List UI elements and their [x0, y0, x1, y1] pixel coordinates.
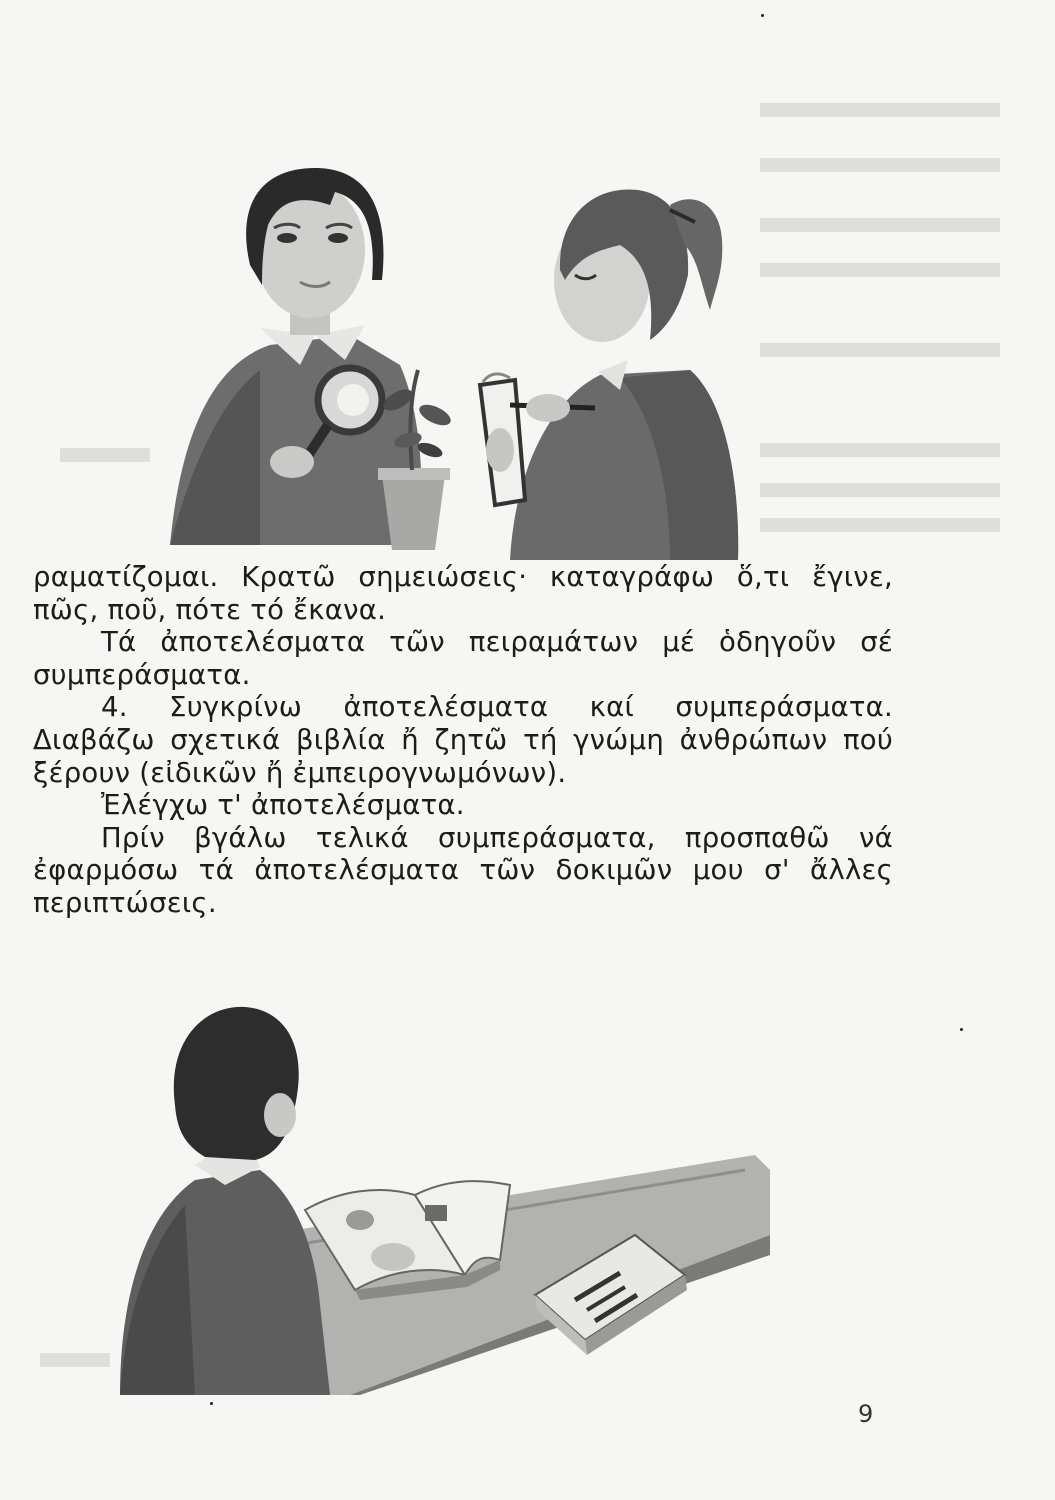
- illustration-reading-books: [115, 995, 775, 1395]
- paragraph-check: Ἐλέγχω τ' ἀποτελέσματα.: [101, 789, 465, 822]
- illustration-experiment-observation: [150, 150, 750, 560]
- paragraph-results: Τά ἀποτελέσματα τῶν πειραμάτων μέ ὁδηγοῦν σέ συμπεράσματα.: [33, 626, 893, 691]
- body-text: [33, 561, 893, 920]
- ink-speck: [960, 1028, 963, 1031]
- paragraph-apply: Πρίν βγάλω τελικά συμπεράσματα, προσπαθῶ νά ἐφαρμόσω τά ἀποτελέσματα τῶν δοκιμῶν μου σ' ἄλλες περιπτώσεις.: [33, 821, 893, 919]
- ink-speck: [210, 1402, 213, 1405]
- paragraph-notes: ραματίζομαι. Κρατῶ σημειώσεις· καταγράφω ὅ,τι ἔγινε, πῶς, ποῦ, πότε τό ἔκανα.: [33, 561, 893, 626]
- ink-speck: [761, 14, 764, 17]
- page-number: 9: [858, 1400, 874, 1428]
- paragraph-compare: 4. Συγκρίνω ἀποτελέσματα καί συμπεράσματα. Διαβάζω σχετικά βιβλία ἤ ζητῶ τή γνώμη ἀνθρώπων πού ξέρουν (εἰδικῶν ἤ ἐμπειρογνωμόνων).: [33, 691, 893, 789]
